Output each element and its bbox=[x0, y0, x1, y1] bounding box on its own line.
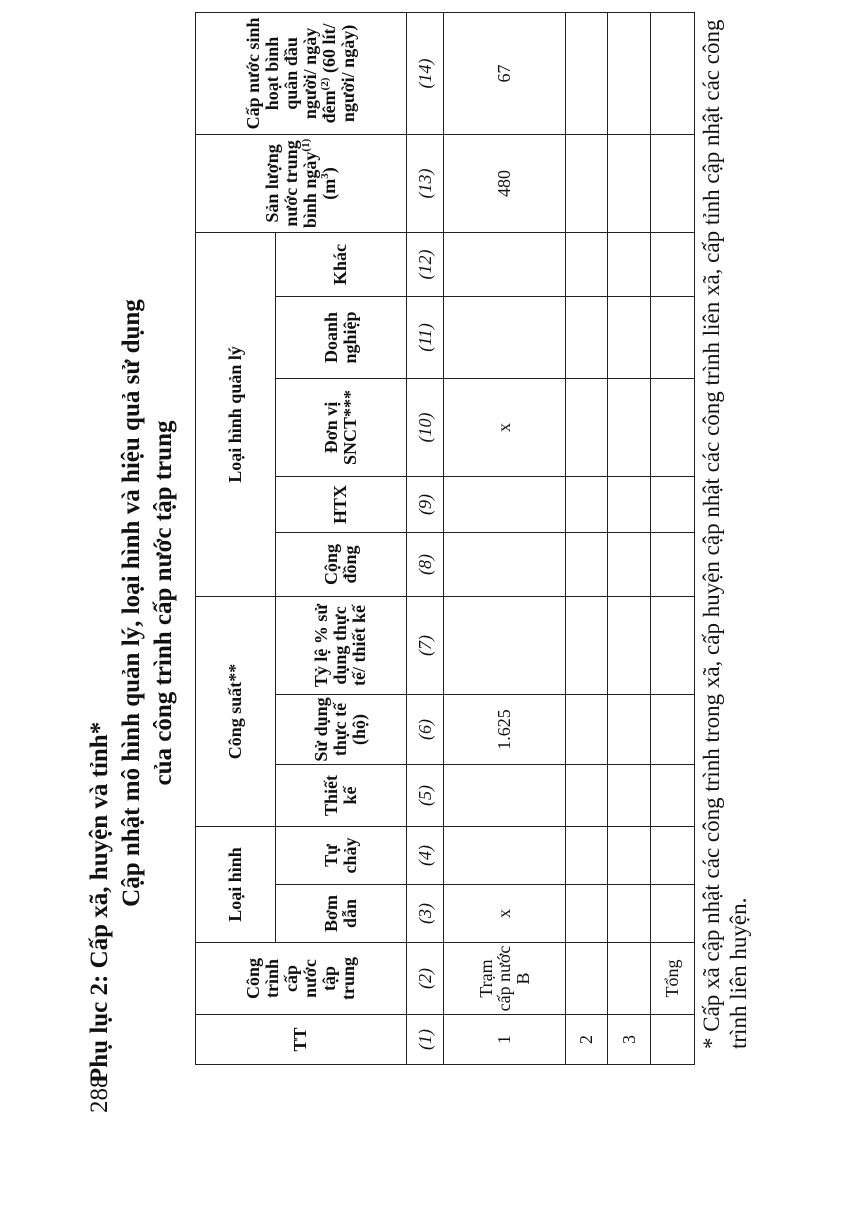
header-cong-suat: Công suất** bbox=[196, 596, 276, 826]
cell-thiet-ke bbox=[444, 764, 566, 826]
cell-htx bbox=[608, 476, 650, 532]
cell-tu-chay bbox=[608, 826, 650, 884]
cell-san-luong bbox=[566, 134, 608, 232]
table-row bbox=[650, 12, 694, 1064]
index-cell: (5) bbox=[406, 764, 444, 826]
table-row bbox=[608, 12, 650, 1064]
cell-su-dung bbox=[608, 694, 650, 764]
cell-tu-chay bbox=[444, 826, 566, 884]
cell-khac bbox=[650, 232, 694, 296]
header-htx: HTX bbox=[275, 476, 406, 532]
cell-tt: 3 bbox=[608, 1015, 650, 1065]
header-thiet-ke: Thiết kế bbox=[275, 764, 406, 826]
table-row bbox=[444, 12, 566, 1064]
index-cell: (13) bbox=[406, 134, 444, 232]
cell-cap-nuoc: 67 bbox=[444, 12, 566, 134]
header-su-dung: Sử dụng thực tế (hộ) bbox=[275, 694, 406, 764]
cell-htx bbox=[650, 476, 694, 532]
cell-cap-nuoc bbox=[566, 12, 608, 134]
cell-htx bbox=[444, 476, 566, 532]
header-loai-hinh: Loại hình bbox=[196, 826, 276, 942]
header-don-vi: Đơn vị SNCT*** bbox=[275, 378, 406, 476]
index-cell: (12) bbox=[406, 232, 444, 296]
cell-khac bbox=[608, 232, 650, 296]
cell-su-dung: 1.625 bbox=[444, 694, 566, 764]
cell-don-vi bbox=[566, 378, 608, 476]
index-cell: (7) bbox=[406, 596, 444, 694]
cell-tu-chay bbox=[650, 826, 694, 884]
cell-doanh-nghiep bbox=[608, 296, 650, 378]
cell-thiet-ke bbox=[566, 764, 608, 826]
cell-htx bbox=[566, 476, 608, 532]
cell-san-luong bbox=[608, 134, 650, 232]
cell-don-vi bbox=[650, 378, 694, 476]
cell-tt: 1 bbox=[444, 1015, 566, 1065]
cell-san-luong: 480 bbox=[444, 134, 566, 232]
cell-doanh-nghiep bbox=[566, 296, 608, 378]
index-cell: (4) bbox=[406, 826, 444, 884]
header-bom-dan: Bơm dẫn bbox=[275, 885, 406, 943]
cell-name bbox=[566, 943, 608, 1015]
cell-name: Tổng bbox=[650, 943, 694, 1015]
header-tt: TT bbox=[196, 1015, 407, 1065]
cell-bom-dan bbox=[566, 885, 608, 943]
cell-ty-le bbox=[650, 596, 694, 694]
header-cong-trinh: Công trình cấp nước tập trung bbox=[196, 943, 407, 1015]
header-tu-chay: Tự chảy bbox=[275, 826, 406, 884]
header-cong-dong: Cộng đồng bbox=[275, 532, 406, 596]
cell-doanh-nghiep bbox=[444, 296, 566, 378]
table-title-line1: Cập nhật mô hình quản lý, loại hình và hiệu quả sử dụng bbox=[118, 299, 145, 907]
cell-cap-nuoc bbox=[608, 12, 650, 134]
index-cell: (3) bbox=[406, 885, 444, 943]
cell-ty-le bbox=[566, 596, 608, 694]
index-cell: (10) bbox=[406, 378, 444, 476]
header-khac: Khác bbox=[275, 232, 406, 296]
water-supply-table bbox=[195, 12, 695, 1065]
cell-don-vi: x bbox=[444, 378, 566, 476]
index-cell: (14) bbox=[406, 12, 444, 134]
cell-khac bbox=[566, 232, 608, 296]
header-doanh-nghiep: Doanh nghiệp bbox=[275, 296, 406, 378]
index-cell: (2) bbox=[406, 943, 444, 1015]
cell-don-vi bbox=[608, 378, 650, 476]
footnote: * Cấp xã cập nhật các công trình trong xã, cấp huyện cập nhật các công trình liên xã, cấp tỉnh cập nhật các công trình liên huyện. bbox=[699, 19, 752, 1049]
cell-thiet-ke bbox=[608, 764, 650, 826]
cell-cong-dong bbox=[650, 532, 694, 596]
cell-bom-dan: x bbox=[444, 885, 566, 943]
cell-thiet-ke bbox=[650, 764, 694, 826]
appendix-title: Phụ lục 2: Cấp xã, huyện và tỉnh* bbox=[86, 721, 113, 1083]
cell-su-dung bbox=[566, 694, 608, 764]
cell-ty-le bbox=[608, 596, 650, 694]
index-cell: (1) bbox=[406, 1015, 444, 1065]
index-row bbox=[406, 12, 444, 1064]
cell-su-dung bbox=[650, 694, 694, 764]
page-number: 288 bbox=[86, 1075, 113, 1113]
cell-bom-dan bbox=[650, 885, 694, 943]
header-cap-nuoc: Cấp nước sinh hoạt bình quân đầu người/ ngày đêm$^{(2)}$ (60 lít/ người/ ngày) bbox=[196, 12, 407, 134]
index-cell: (11) bbox=[406, 296, 444, 378]
cell-tu-chay bbox=[566, 826, 608, 884]
header-ty-le: Tỷ lệ % sử dụng thực tế/ thiết kế bbox=[275, 596, 406, 694]
cell-name bbox=[608, 943, 650, 1015]
table-row bbox=[566, 12, 608, 1064]
cell-cong-dong bbox=[608, 532, 650, 596]
header-san-luong: Sản lượng nước trung bình ngày$^{(1)}$ $(m^3)$ bbox=[196, 134, 407, 232]
cell-cong-dong bbox=[444, 532, 566, 596]
cell-cong-dong bbox=[566, 532, 608, 596]
cell-cap-nuoc bbox=[650, 12, 694, 134]
cell-tt: 2 bbox=[566, 1015, 608, 1065]
cell-doanh-nghiep bbox=[650, 296, 694, 378]
cell-bom-dan bbox=[608, 885, 650, 943]
index-cell: (6) bbox=[406, 694, 444, 764]
cell-ty-le bbox=[444, 596, 566, 694]
cell-khac bbox=[444, 232, 566, 296]
cell-name: Trạm cấp nước B bbox=[444, 943, 566, 1015]
cell-san-luong bbox=[650, 134, 694, 232]
table-title-line2: của công trình cấp nước tập trung bbox=[150, 420, 177, 786]
cell-tt bbox=[650, 1015, 694, 1065]
index-cell: (8) bbox=[406, 532, 444, 596]
index-cell: (9) bbox=[406, 476, 444, 532]
header-loai-hinh-quan-ly: Loại hình quản lý bbox=[196, 232, 276, 596]
